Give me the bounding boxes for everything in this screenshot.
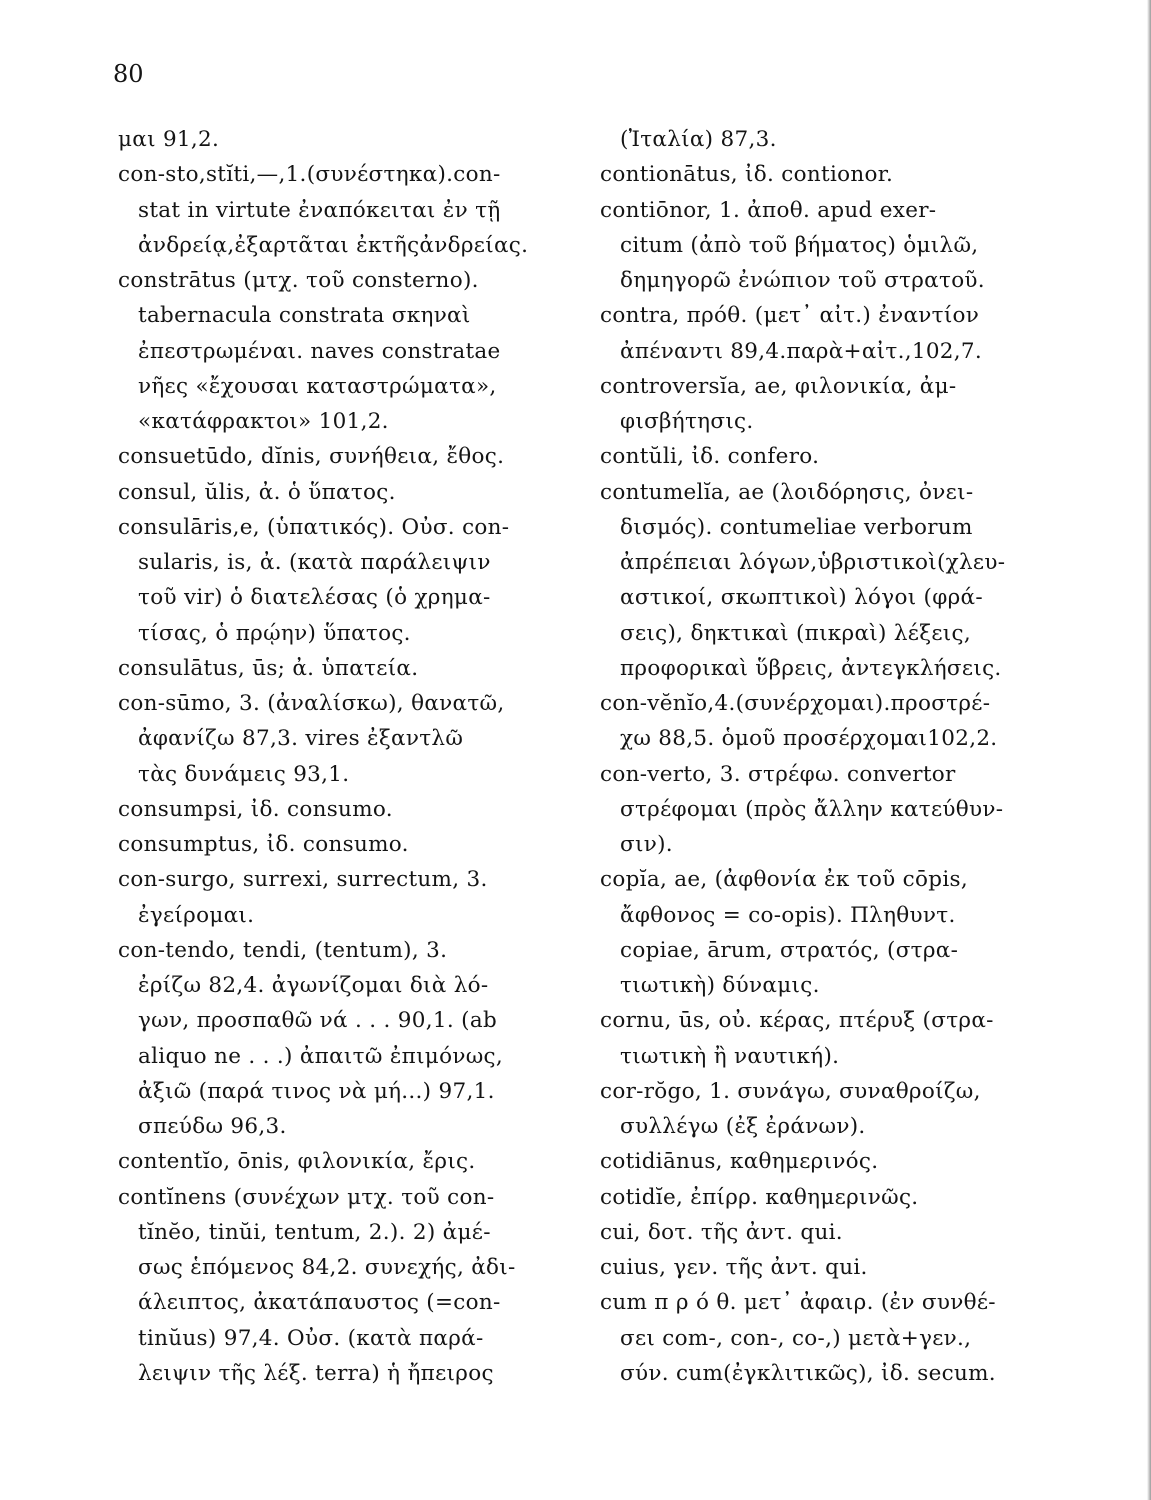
- dictionary-line: cor-rŏgo, 1. συνάγω, συναθροίζω,: [600, 1078, 981, 1104]
- dictionary-line: ἄφθονος = co-opis). Πληθυντ.: [620, 902, 956, 928]
- dictionary-line: citum (ἀπὸ τοῦ βήματος) ὁμιλῶ,: [620, 232, 979, 258]
- right-column: [600, 122, 1080, 1391]
- dictionary-line: cui, δοτ. τῆς ἀντ. qui.: [600, 1219, 843, 1245]
- dictionary-line: stat in virtute ἐναπόκειται ἐν τῇ: [138, 197, 501, 223]
- dictionary-line: constrātus (μτχ. τοῦ consterno).: [118, 268, 479, 293]
- dictionary-line: cum π ρ ό θ. μετ᾽ ἀφαιρ. (ἐν συνθέ-: [600, 1290, 996, 1316]
- dictionary-line: controversĭa, ae, φιλονικία, ἀμ-: [600, 373, 957, 399]
- dictionary-line: τιωτικὴ) δύναμις.: [620, 973, 820, 998]
- dictionary-line: λειψιν τῆς λέξ. terra) ἡ ἤπειρος: [138, 1360, 494, 1386]
- dictionary-line: consulātus, ūs; ἀ. ὑπατεία.: [118, 655, 419, 681]
- dictionary-line: copiae, ārum, στρατός, (στρα-: [620, 937, 959, 963]
- dictionary-line: contentĭo, ōnis, φιλονικία, ἔρις.: [118, 1149, 476, 1175]
- dictionary-line: tĭnĕo, tinŭi, tentum, 2.). 2) ἀμέ-: [138, 1219, 491, 1245]
- dictionary-line: contra, πρόθ. (μετ᾽ αἰτ.) ἐναντίον: [600, 303, 980, 329]
- dictionary-line: τίσας, ὁ πρῴην) ὕπατος.: [138, 620, 411, 646]
- left-column: [118, 122, 598, 1391]
- dictionary-line: consumptus, ἰδ. consumo.: [118, 832, 409, 857]
- dictionary-line: συλλέγω (ἐξ ἐράνων).: [620, 1114, 866, 1139]
- dictionary-line: ἀξιῶ (παρά τινος νὰ μή...) 97,1.: [138, 1078, 495, 1104]
- dictionary-line: ἐγείρομαι.: [138, 902, 255, 928]
- dictionary-line: προφορικαὶ ὕβρεις, ἀντεγκλήσεις.: [620, 655, 1002, 681]
- dictionary-line: μαι 91,2.: [118, 127, 220, 152]
- dictionary-line: ἀπρέπειαι λόγων,ὑβριστικοὶ(χλευ-: [620, 550, 1006, 575]
- dictionary-line: contiōnor, 1. ἀποθ. apud exer-: [600, 197, 937, 223]
- dictionary-line: σεις), δηκτικαὶ (πικραὶ) λέξεις,: [620, 620, 971, 646]
- dictionary-line: σιν).: [620, 832, 673, 857]
- dictionary-line: cuius, γεν. τῆς ἀντ. qui.: [600, 1255, 868, 1280]
- dictionary-line: ἐρίζω 82,4. ἀγωνίζομαι διὰ λό-: [138, 973, 489, 998]
- dictionary-line: con-vĕnĭo,4.(συνέρχομαι).προστρέ-: [600, 691, 991, 716]
- page-edge: [1147, 0, 1151, 1500]
- dictionary-line: τοῦ vir) ὁ διατελέσας (ὁ χρημα-: [138, 585, 491, 611]
- dictionary-line: con-sūmo, 3. (ἀναλίσκω), θανατῶ,: [118, 691, 505, 716]
- dictionary-line: tinŭus) 97,4. Οὐσ. (κατὰ παρά-: [138, 1325, 484, 1351]
- page-number: 80: [113, 60, 144, 88]
- dictionary-line: άλειπτος, ἀκατάπαυστος (=con-: [138, 1290, 501, 1316]
- dictionary-line: χω 88,5. ὁμοῦ προσέρχομαι102,2.: [620, 726, 998, 752]
- dictionary-line: aliquo ne . . .) ἀπαιτῶ ἐπιμόνως,: [138, 1043, 504, 1069]
- dictionary-line: copĭa, ae, (ἀφθονία ἐκ τοῦ cōpis,: [600, 867, 968, 893]
- dictionary-line: σύν. cum(ἐγκλιτικῶς), ἰδ. secum.: [620, 1360, 996, 1386]
- dictionary-line: con-surgo, surrexi, surrectum, 3.: [118, 867, 488, 893]
- dictionary-line: consumpsi, ἰδ. consumo.: [118, 796, 393, 822]
- dictionary-line: αστικοί, σκωπτικοὶ) λόγοι (φρά-: [620, 585, 983, 611]
- dictionary-line: cotidĭe, ἐπίρρ. καθημερινῶς.: [600, 1184, 919, 1210]
- dictionary-line: δισμός). contumeliae verborum: [620, 514, 973, 540]
- dictionary-line: tabernacula constrata σκηναὶ: [138, 303, 471, 329]
- dictionary-line: contumelĭa, ae (λοιδόρησις, ὀνει-: [600, 479, 974, 505]
- dictionary-line: τὰς δυνάμεις 93,1.: [138, 761, 350, 787]
- dictionary-line: δημηγορῶ ἐνώπιον τοῦ στρατοῦ.: [620, 268, 985, 293]
- dictionary-line: con-verto, 3. στρέφω. convertor: [600, 761, 956, 787]
- dictionary-line: contionātus, ἰδ. contionor.: [600, 162, 894, 188]
- dictionary-line: ἀφανίζω 87,3. vires ἐξαντλῶ: [138, 726, 464, 752]
- dictionary-line: (Ἰταλία) 87,3.: [620, 127, 777, 152]
- dictionary-line: ἐπεστρωμέναι. naves constratae: [138, 338, 501, 364]
- dictionary-line: ἀπέναντι 89,4.παρὰ+αἰτ.,102,7.: [620, 338, 983, 364]
- dictionary-line: con-sto,stĭti,—,1.(συνέστηκα).con-: [118, 162, 501, 188]
- dictionary-line: γων, προσπαθῶ νά . . . 90,1. (ab: [138, 1008, 498, 1034]
- dictionary-line: cotidiānus, καθημερινός.: [600, 1149, 879, 1175]
- dictionary-line: contŭli, ἰδ. confero.: [600, 444, 820, 470]
- dictionary-line: con-tendo, tendi, (tentum), 3.: [118, 937, 448, 963]
- dictionary-line: σπεύδω 96,3.: [138, 1114, 287, 1139]
- dictionary-line: σως ἑπόμενος 84,2. συνεχής, ἀδι-: [138, 1255, 516, 1280]
- dictionary-line: τιωτικὴ ἢ ναυτική).: [620, 1043, 840, 1069]
- dictionary-line: νῆες «ἔχουσαι καταστρώματα»,: [138, 373, 497, 399]
- dictionary-line: contĭnens (συνέχων μτχ. τοῦ con-: [118, 1184, 495, 1210]
- dictionary-line: «κατάφρακτοι» 101,2.: [138, 409, 389, 434]
- dictionary-line: cornu, ūs, οὐ. κέρας, πτέρυξ (στρα-: [600, 1008, 994, 1034]
- dictionary-line: σει com-, con-, co-,) μετὰ+γεν.,: [620, 1325, 972, 1351]
- dictionary-line: consul, ŭlis, ἀ. ὁ ὕπατος.: [118, 479, 396, 505]
- dictionary-line: sularis, is, ἀ. (κατὰ παράλειψιν: [138, 550, 491, 575]
- dictionary-line: φισβήτησις.: [620, 409, 754, 434]
- dictionary-line: στρέφομαι (πρὸς ἄλλην κατεύθυν-: [620, 796, 1004, 822]
- dictionary-line: ἀνδρείᾳ,ἐξαρτᾶται ἐκτῆςἀνδρείας.: [138, 232, 529, 258]
- dictionary-line: consulāris,e, (ὑπατικός). Οὐσ. con-: [118, 514, 510, 540]
- dictionary-line: consuetūdo, dĭnis, συνήθεια, ἔθος.: [118, 444, 505, 470]
